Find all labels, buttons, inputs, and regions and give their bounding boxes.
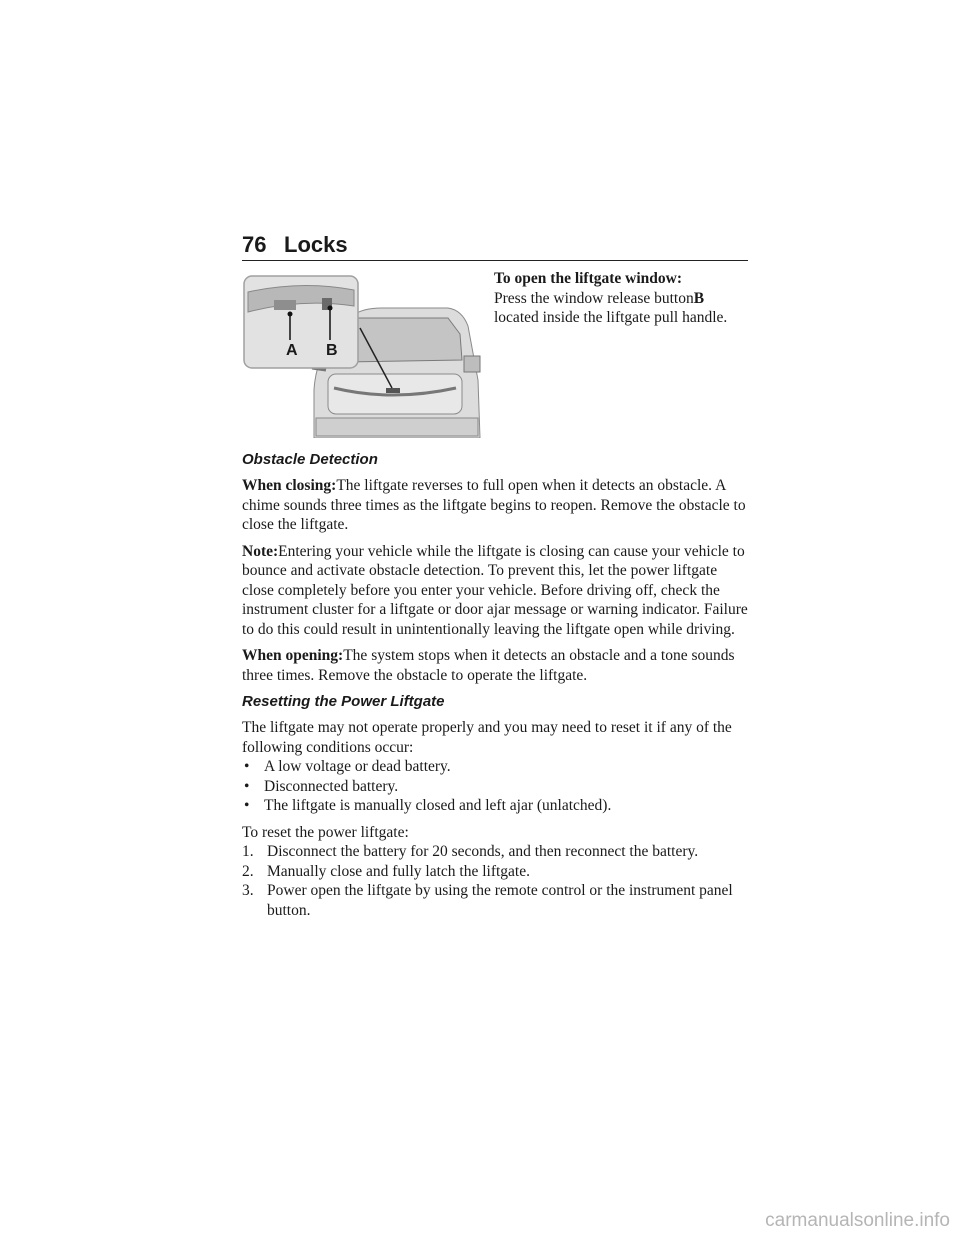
list-item-text: Disconnected battery. (264, 777, 399, 795)
step-item (242, 881, 752, 920)
reset-liftgate-heading: Resetting the Power Liftgate (242, 693, 445, 710)
reset-steps (242, 842, 752, 920)
note-label: Note: (242, 542, 279, 560)
liftgate-window-text (494, 289, 750, 328)
step-item (242, 842, 752, 862)
list-item (242, 757, 752, 777)
callout-b-label: B (326, 342, 338, 359)
bullet-icon: • (244, 758, 250, 775)
step-item (242, 862, 752, 882)
header-rule (242, 260, 748, 261)
when-opening-label: When opening: (242, 647, 344, 664)
section-title: Locks (284, 232, 348, 257)
step-number: 1. (242, 843, 254, 860)
list-item-text: A low voltage or dead battery. (264, 758, 451, 775)
conditions-list (242, 757, 752, 816)
when-opening-text: The system stops when it detects an obstacle and a tone sounds three times. Remove the obstacle to operate the liftgate. (242, 647, 735, 684)
text-after: located inside the liftgate pull handle. (494, 309, 728, 326)
liftgate-window-instructions (494, 269, 750, 328)
steps-intro: To reset the power liftgate: (242, 823, 409, 841)
list-item-text: The liftgate is manually closed and left ajar (unlatched). (264, 797, 612, 814)
bullet-icon: • (244, 797, 250, 814)
when-closing-paragraph (242, 476, 752, 535)
liftgate-window-heading: To open the liftgate window: (494, 270, 683, 287)
note-text: Entering your vehicle while the liftgate is closing can cause your vehicle to bounce and activate obstacle detection. To prevent this, let the power liftgate close completely before you enter your vehicle. Before driving off, check the instrument cluster for a liftgate or door ajar message or warning indicator. Failure to do this could result in unintentionally leaving the liftgate open while driving. (242, 542, 748, 638)
main-body (242, 450, 752, 920)
when-opening-paragraph (242, 646, 752, 685)
step-number: 3. (242, 882, 254, 899)
list-item (242, 796, 752, 816)
step-text: Disconnect the battery for 20 seconds, and then reconnect the battery. (267, 843, 699, 860)
note-paragraph (242, 542, 752, 640)
liftgate-illustration (242, 270, 486, 438)
reset-intro: The liftgate may not operate properly and you may need to reset it if any of the following conditions occur: (242, 719, 732, 756)
step-number: 2. (242, 862, 254, 880)
step-text: Power open the liftgate by using the remote control or the instrument panel button. (267, 882, 733, 919)
list-item (242, 777, 752, 797)
button-reference: B (693, 289, 705, 307)
when-closing-text: The liftgate reverses to full open when it detects an obstacle. A chime sounds three times as the liftgate begins to reopen. Remove the obstacle to close the liftgate. (242, 477, 746, 533)
callout-a-label: A (286, 342, 298, 359)
obstacle-detection-heading: Obstacle Detection (242, 451, 378, 468)
step-text: Manually close and fully latch the liftgate. (267, 862, 530, 880)
page-number: 76 (242, 232, 267, 257)
when-closing-label: When closing: (242, 477, 337, 494)
watermark: carmanualsonline.info (765, 1210, 950, 1231)
bullet-icon: • (244, 777, 250, 795)
text-before: Press the window release button (494, 289, 694, 307)
page-header (242, 232, 748, 262)
